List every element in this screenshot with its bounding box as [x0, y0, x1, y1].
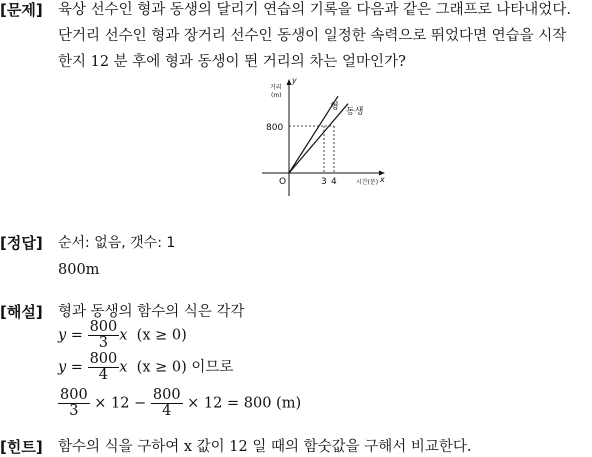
fraction-hyung: $\frac{800}{3}$: [89, 319, 118, 351]
condition-2: (x ≥ 0): [136, 359, 187, 376]
problem-label: [문제]: [0, 1, 43, 19]
origin-label: O: [279, 177, 287, 187]
answer-line-1: 순서: 없음, 갯수: 1: [58, 235, 176, 251]
y-axis-arrow: [287, 79, 292, 85]
y-tick-label: 800: [266, 123, 284, 133]
answer-label: [정답]: [0, 234, 43, 252]
series-label-hyung: 형: [330, 102, 339, 112]
explanation-intro: 형과 동생의 함수의 식은 각각: [58, 304, 245, 320]
y-axis-label-1: 거리: [270, 84, 282, 91]
hint-text: 함수의 식을 구하여 x 값이 12 일 때의 함숫값을 구해서 비교한다.: [58, 439, 472, 455]
y-axis-letter: y: [292, 76, 297, 85]
x-tick-label-4: 4: [331, 177, 337, 187]
calc-fraction-1: $\frac{800}{3}$: [60, 387, 88, 419]
calc-tail: × 12 = 800 (m): [187, 395, 302, 412]
series-label-dongsaeng: 동생: [346, 107, 364, 117]
y-axis-label-2: (m): [271, 92, 282, 99]
fraction-dongsaeng: $\frac{800}{4}$: [89, 351, 118, 383]
calc-fraction-2: $\frac{800}{4}$: [152, 387, 181, 419]
explanation-label: [해설]: [0, 303, 43, 321]
x-axis-label: 시간(분): [356, 179, 379, 186]
x-axis-letter: x: [380, 175, 385, 184]
condition-1: (x ≥ 0): [136, 327, 187, 344]
calc-mid: × 12 −: [94, 395, 147, 412]
problem-line-2: 단거리 선수인 형과 장거리 선수인 동생이 일정한 속력으로 뛰었다면 연습을 시작: [58, 28, 567, 44]
x-tick-label-3: 3: [321, 177, 327, 187]
answer-line-2: 800m: [58, 262, 100, 278]
hint-label: [힌트]: [0, 438, 43, 456]
problem-line-3: 한지 12 분 후에 형과 동생이 뛴 거리의 차는 얼마인가?: [58, 54, 406, 70]
suffix-text: 이므로: [191, 359, 234, 376]
calculation: [58, 388, 301, 419]
formula-dongsaeng: y = $\frac{800}{4}$ x (x ≥ 0) 이므로: [58, 351, 234, 383]
series-line-dongsaeng: [289, 104, 348, 173]
distance-time-graph: [258, 74, 393, 198]
formula-hyung: y = $\frac{800}{3}$ x (x ≥ 0): [58, 319, 187, 351]
problem-line-1: 육상 선수인 형과 동생의 달리기 연습의 기록을 다음과 같은 그래프로 나타내었다.: [58, 2, 571, 18]
